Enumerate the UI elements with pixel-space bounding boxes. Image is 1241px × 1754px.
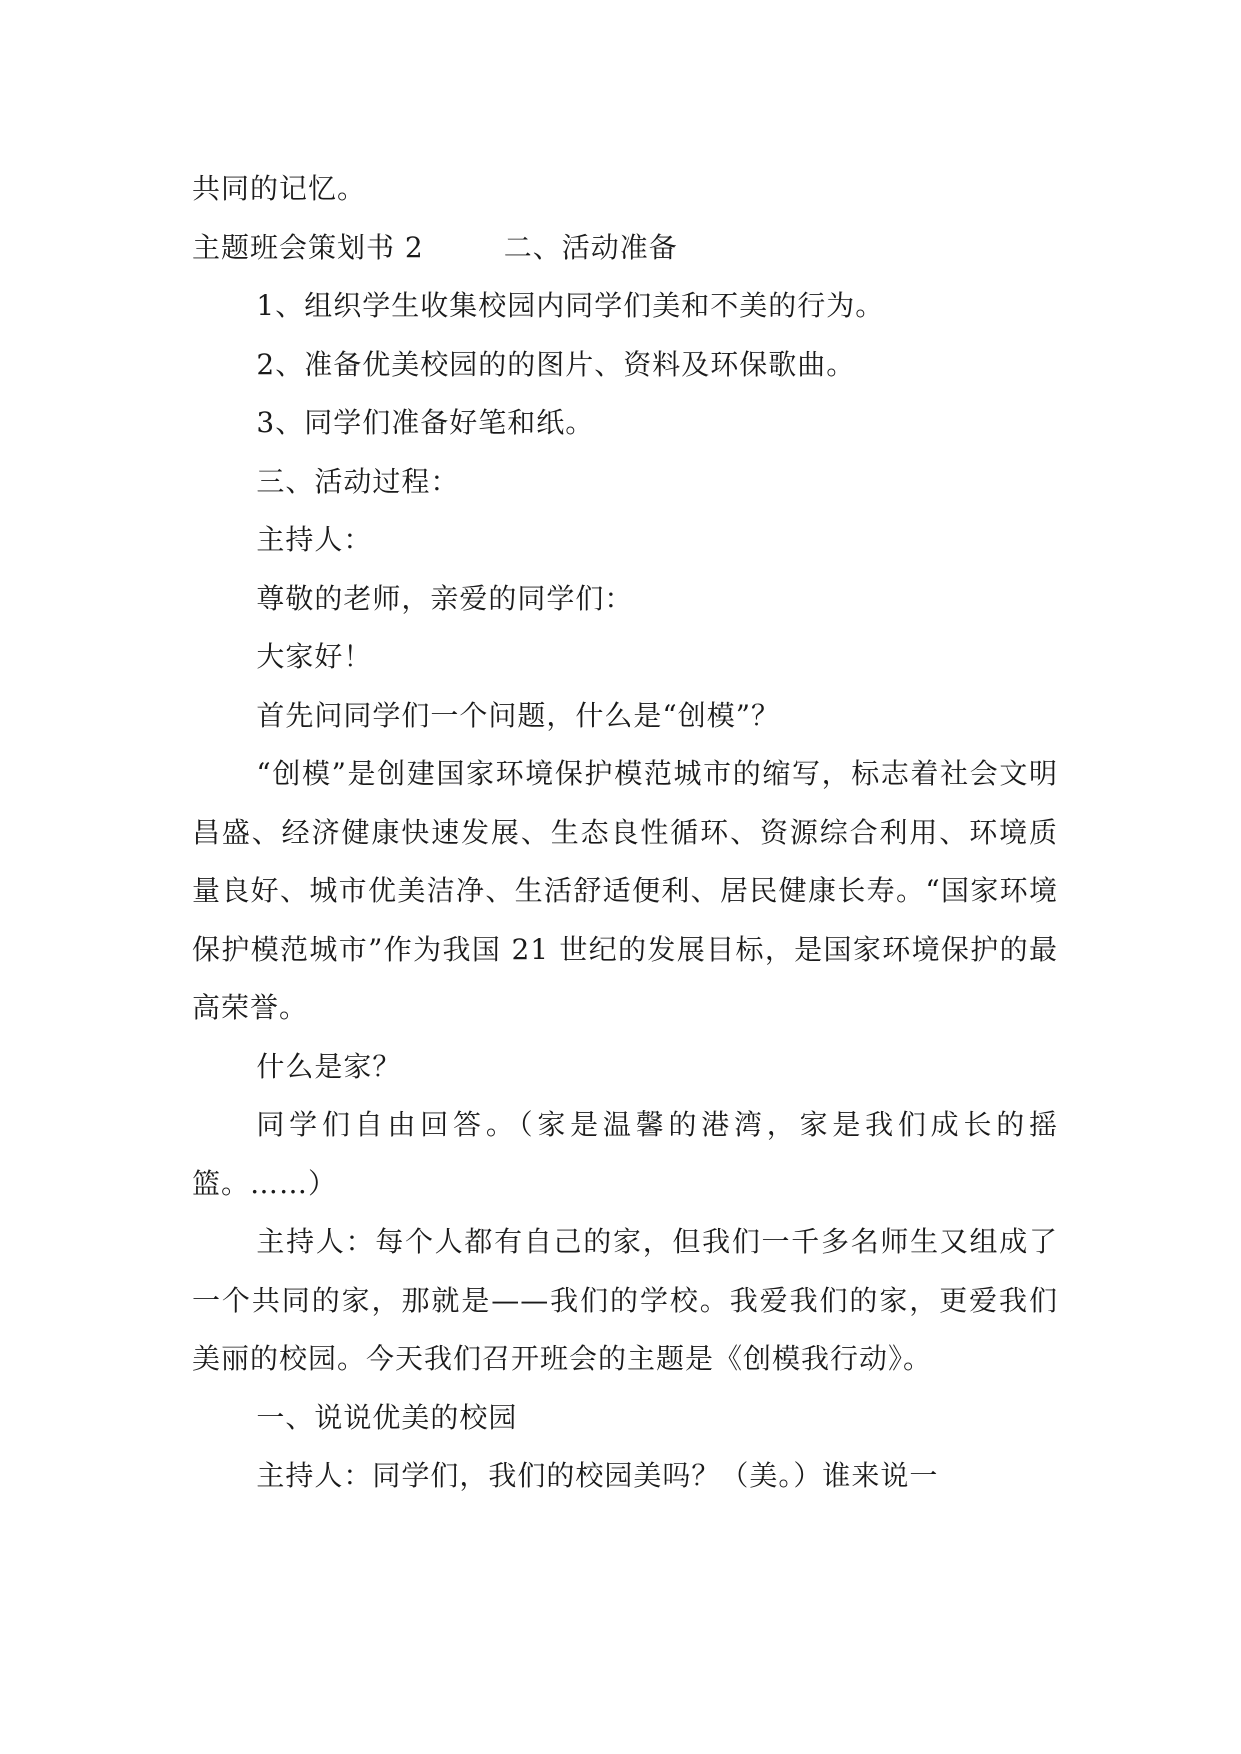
paragraph-home-question: 什么是家？	[256, 1049, 402, 1083]
paragraph-continuation: 共同的记忆。	[192, 172, 367, 205]
title-line	[192, 219, 1058, 278]
greeting-hello: 大家好！	[256, 640, 373, 673]
paragraph-host-question: 主持人：同学们，我们的校园美吗？（美。）谁来说一	[256, 1459, 939, 1492]
paragraph-free-answer: 同学们自由回答。（家是温馨的港湾，家是我们成长的摇篮。……）	[192, 1108, 1058, 1200]
section-heading-process: 三、活动过程：	[256, 464, 460, 498]
list-item-1: 1、组织学生收集校园内同学们美和不美的行为。	[256, 289, 885, 322]
paragraph-definition: “创模”是创建国家环境保护模范城市的缩写，标志着社会文明昌盛、经济健康快速发展、生态良性循环、资源综合利用、环境质量良好、城市优美洁净、生活舒适便利、居民健康长寿。“国家环境保护模范城市”作为我国 21 世纪的发展目标，是国家环境保护的最高荣誉。	[192, 757, 1058, 1024]
document-body	[192, 160, 1058, 1506]
paragraph-host-speech: 主持人：每个人都有自己的家，但我们一千多名师生又组成了一个共同的家，那就是——我们的学校。我爱我们的家，更爱我们美丽的校园。今天我们召开班会的主题是《创模我行动》。	[192, 1225, 1058, 1375]
speaker-label: 主持人：	[256, 523, 373, 556]
greeting: 尊敬的老师，亲爱的同学们：	[256, 581, 634, 615]
list-item-3: 3、同学们准备好笔和纸。	[256, 406, 595, 439]
document-title: 主题班会策划书 2	[192, 230, 424, 264]
section-heading-campus: 一、说说优美的校园	[256, 1400, 518, 1434]
list-item-2: 2、准备优美校园的的图片、资料及环保歌曲。	[256, 347, 856, 381]
section-heading-preparation: 二、活动准备	[503, 230, 678, 264]
paragraph-question: 首先问同学们一个问题，什么是“创模”？	[256, 698, 781, 732]
